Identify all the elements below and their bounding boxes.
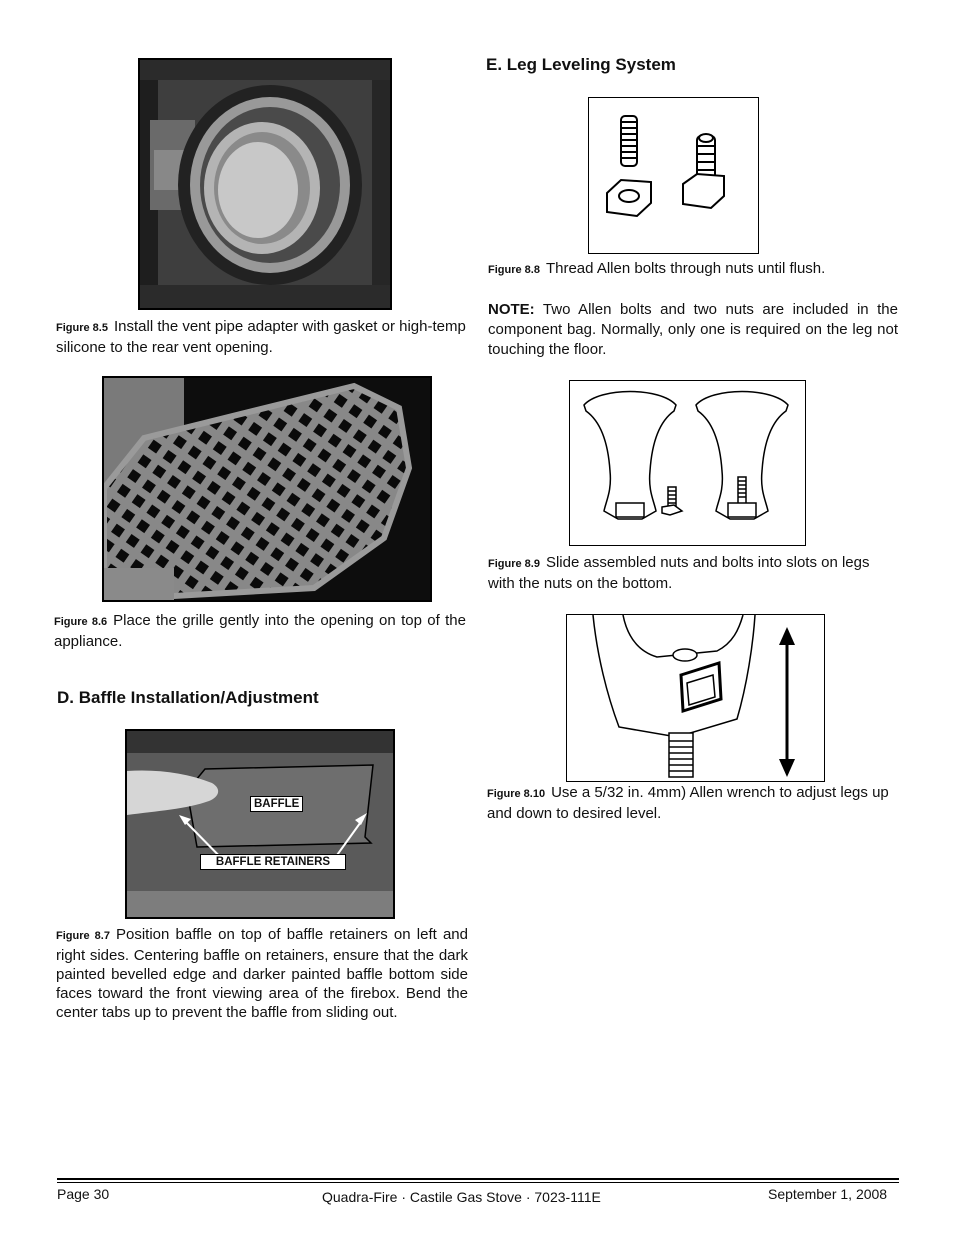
figure-8-8-caption [488, 259, 900, 280]
document-date: September 1, 2008 [768, 1186, 888, 1202]
figure-number: Figure 8.7 [56, 930, 110, 942]
footer-rule-thin [57, 1182, 899, 1183]
figure-8-5-photo [138, 58, 392, 310]
section-d-heading: D. Baffle Installation/Adjustment [57, 688, 319, 707]
footer-rule [57, 1178, 899, 1180]
note-label: NOTE: [488, 301, 535, 318]
note-text: Two Allen bolts and two nuts are included in the component bag. Normally, only one is required on the leg not touching the floor. [488, 301, 898, 358]
leg-adjust-illustration [567, 615, 824, 781]
legs-illustration [570, 381, 805, 545]
bolts-nuts-illustration [589, 98, 758, 253]
page-number: Page 30 [57, 1186, 110, 1202]
figure-8-8-drawing [588, 97, 759, 254]
caption-text: Thread Allen bolts through nuts until flush. [545, 260, 826, 277]
caption-text: Install the vent pipe adapter with gasket or high-temp silicone to the rear vent opening. [56, 318, 466, 356]
document-title: Quadra-Fire · Castile Gas Stove · 7023-111E [322, 1189, 601, 1205]
caption-text: Use a 5/32 in. 4mm) Allen wrench to adjust legs up and down to desired level. [487, 784, 889, 822]
figure-8-10-drawing [566, 614, 825, 782]
figure-number: Figure 8.5 [56, 322, 108, 334]
figure-8-7-caption [56, 925, 468, 1022]
figure-number: Figure 8.6 [54, 616, 108, 628]
baffle-retainers-label: BAFFLE RETAINERS [200, 854, 346, 870]
figure-8-9-drawing [569, 380, 806, 546]
figure-8-9-caption [488, 553, 900, 593]
baffle-label: BAFFLE [250, 796, 303, 812]
caption-text: Slide assembled nuts and bolts into slots on legs with the nuts on the bottom. [488, 554, 870, 592]
figure-number: Figure 8.10 [487, 788, 546, 800]
figure-8-7-photo [125, 729, 395, 919]
caption-text: Place the grille gently into the opening on top of the appliance. [54, 612, 466, 650]
section-e-heading: E. Leg Leveling System [486, 55, 676, 74]
figure-8-6-caption [54, 611, 466, 651]
figure-8-5-caption [56, 317, 468, 357]
vent-adapter-illustration [140, 60, 390, 308]
figure-8-10-caption [487, 783, 901, 823]
grille-illustration [104, 378, 430, 600]
note-paragraph [488, 300, 898, 360]
figure-number: Figure 8.8 [488, 264, 540, 276]
figure-8-6-photo [102, 376, 432, 602]
caption-text: Position baffle on top of baffle retainers on left and right sides. Centering baffle on retainers, ensure that the dark painted bevelled edge and darker painted baffle bottom side faces toward the front viewing area of the firebox. Bend the center tabs up to prevent the baffle from sliding out. [56, 926, 468, 1021]
baffle-illustration [127, 731, 393, 917]
figure-number: Figure 8.9 [488, 558, 540, 570]
